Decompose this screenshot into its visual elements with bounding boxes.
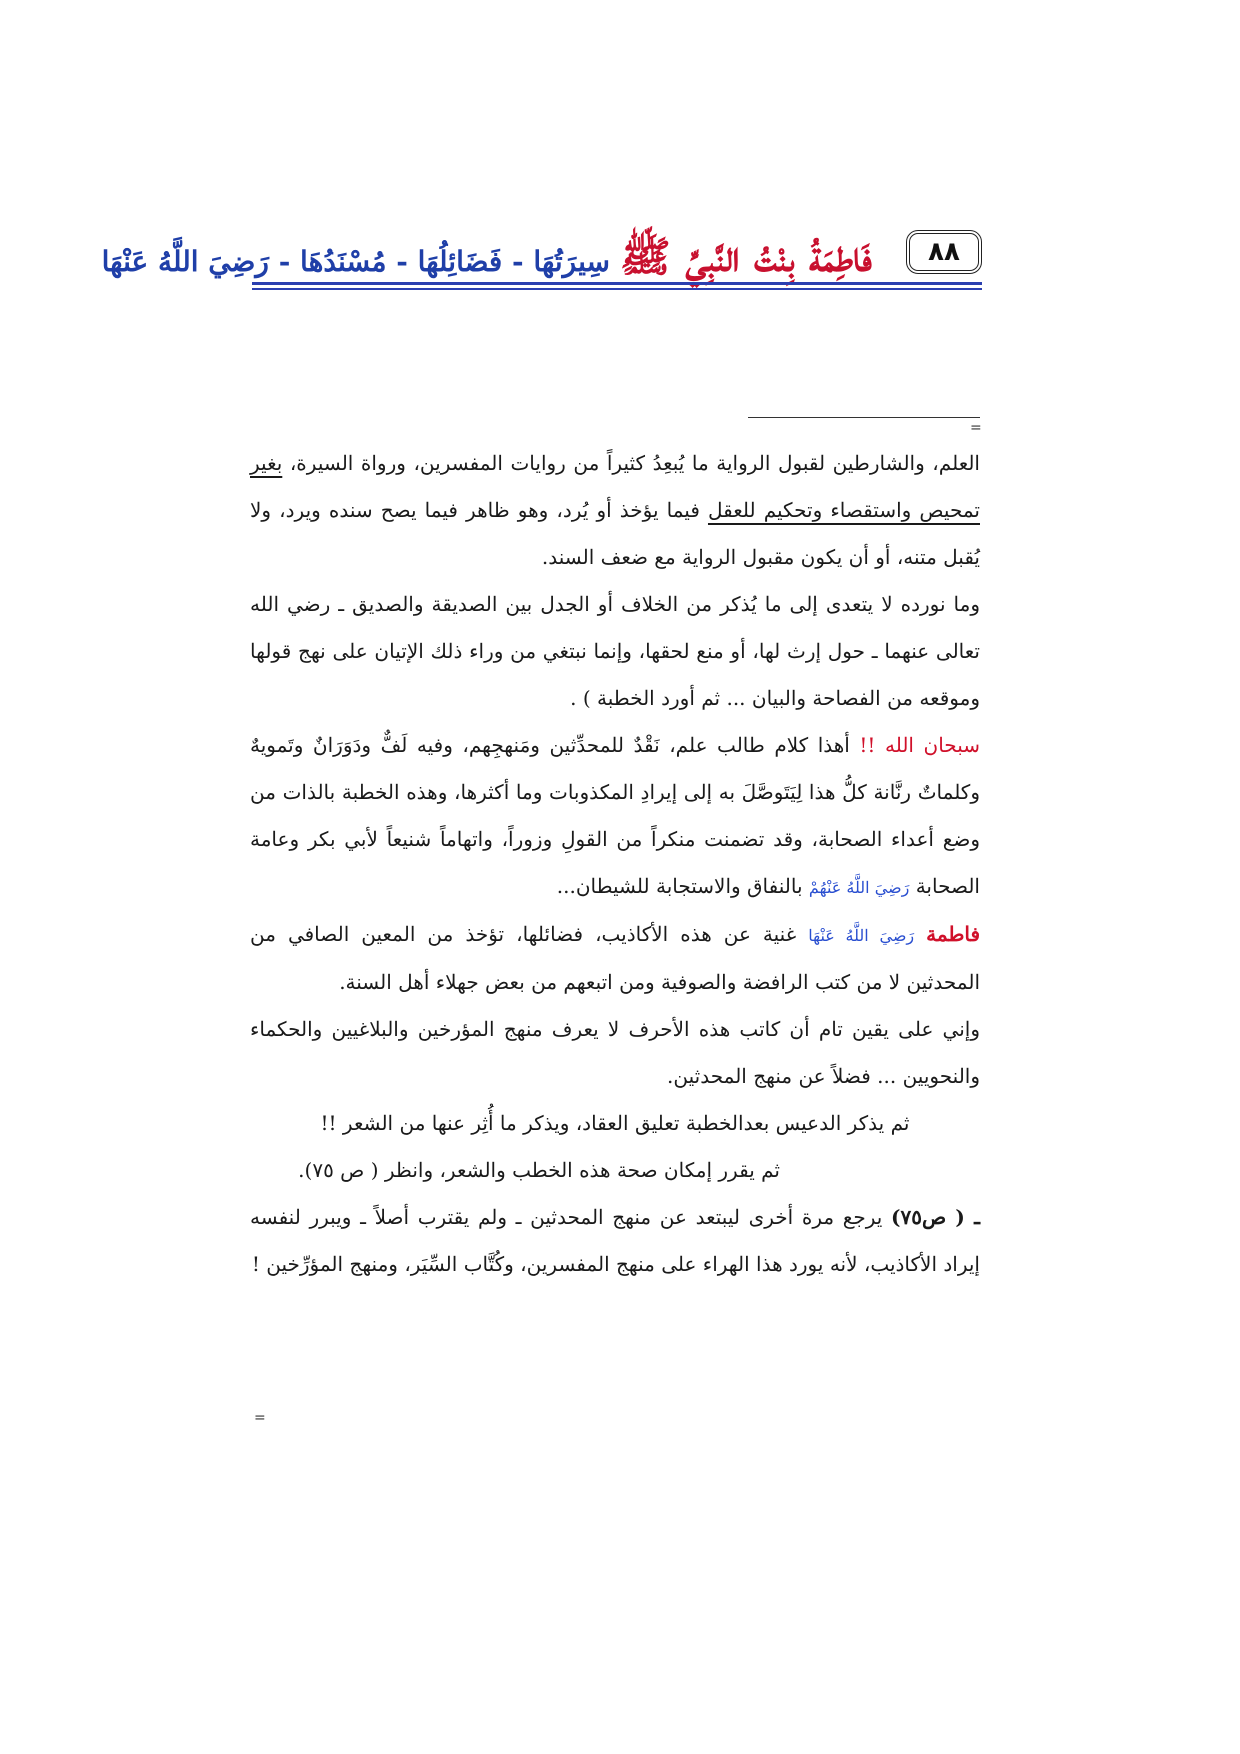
- honorific-icon: رَضِيَ اللَّهُ عَنْهَا: [808, 926, 915, 945]
- book-title: [101, 226, 872, 281]
- page-number: ٨٨: [906, 230, 982, 274]
- exclamation-red: سبحان الله !!: [859, 733, 980, 757]
- book-title-main: فَاطِمَةُ بِنْتُ النَّبِيِّ ﷺ: [620, 232, 872, 281]
- header-rule-secondary: [252, 288, 982, 290]
- name-fatima: فاطمة: [926, 922, 981, 946]
- honorific-icon: رَضِيَ اللَّهُ عَنْهُمْ: [808, 878, 910, 897]
- body-text: [250, 440, 980, 1288]
- paragraph-5: وإني على يقين تام أن كاتب هذه الأحرف لا يعرف منهج المؤرخين والبلاغيين والحكماء والنحويين ... فضلاً عن منهج المحدثين.: [250, 1017, 980, 1088]
- book-title-subtitle: سِيرَتُهَا - فَضَائِلُهَا - مُسْنَدُهَا - رَضِيَ اللَّهُ عَنْهَا: [101, 245, 610, 279]
- page-reference: ـ ( ص٧٥): [891, 1205, 980, 1229]
- underlined-phrase: بغير تمحيص واستقصاء وتحكيم للعقل: [250, 451, 980, 522]
- paragraph-1: العلم، والشارطين لقبول الرواية ما يُبعِدُ كثيراً من روايات المفسرين، ورواة السيرة، بغير تمحيص واستقصاء وتحكيم للعقل فيما يؤخذ أو يُرد، وهو ظاهر فيما يصح سنده ويرد، ولا يُقبل متنه، أو أن يكون مقبول الرواية مع ضعف السند.: [250, 451, 980, 569]
- continuation-mark-top: =: [970, 420, 982, 436]
- paragraph-3: سبحان الله !! أهذا كلام طالب علم، نَقْدٌ للمحدِّثين ومَنهجِهم، وفيه لَفٌّ ودَوَرَانٌ وتَمويهٌ وكلماتٌ رنَّانة كلُّ هذا لِيَتَوصَّلَ به إلى إيرادِ المكذوبات وما أكثرها، وهذه الخطبة بالذات من وضع أعداء الصحابة، وقد تضمنت منكراً من القولِ وزوراً، واتهاماً شنيعاً لأبي بكر وعامة الصحابة رَضِيَ اللَّهُ عَنْهُمْ بالنفاق والاستجابة للشيطان...: [250, 733, 980, 898]
- footnote-separator: [748, 417, 980, 418]
- paragraph-8: ـ ( ص٧٥) يرجع مرة أخرى ليبتعد عن منهج المحدثين ـ ولم يقترب أصلاً ـ ويبرر لنفسه إيراد الأكاذيب، لأنه يورد هذا الهراء على منهج المفسرين، وكُتَّاب السِّيَر، ومنهج المؤرِّخين !: [250, 1205, 980, 1276]
- header-rule: [252, 282, 982, 285]
- continuation-mark-bottom: =: [254, 1410, 266, 1426]
- paragraph-7: ثم يقرر إمكان صحة هذه الخطب والشعر، وانظر ( ص ٧٥).: [298, 1158, 780, 1182]
- paragraph-2: وما نورده لا يتعدى إلى ما يُذكر من الخلاف أو الجدل بين الصديقة والصديق ـ رضي الله تعالى عنهما ـ حول إرث لها، أو منع لحقها، وإنما نبتغي من وراء ذلك الإتيان على نهج قولها وموقعه من الفصاحة والبيان ... ثم أورد الخطبة ) .: [250, 592, 980, 710]
- paragraph-6: ثم يذكر الدعيس بعدالخطبة تعليق العقاد، ويذكر ما أُثِر عنها من الشعر !!: [320, 1111, 910, 1135]
- page-header: [101, 222, 982, 292]
- paragraph-4: فاطمة رَضِيَ اللَّهُ عَنْهَا غنية عن هذه الأكاذيب، فضائلها، تؤخذ من المعين الصافي من المحدثين لا من كتب الرافضة والصوفية ومن اتبعهم من بعض جهلاء أهل السنة.: [250, 922, 981, 994]
